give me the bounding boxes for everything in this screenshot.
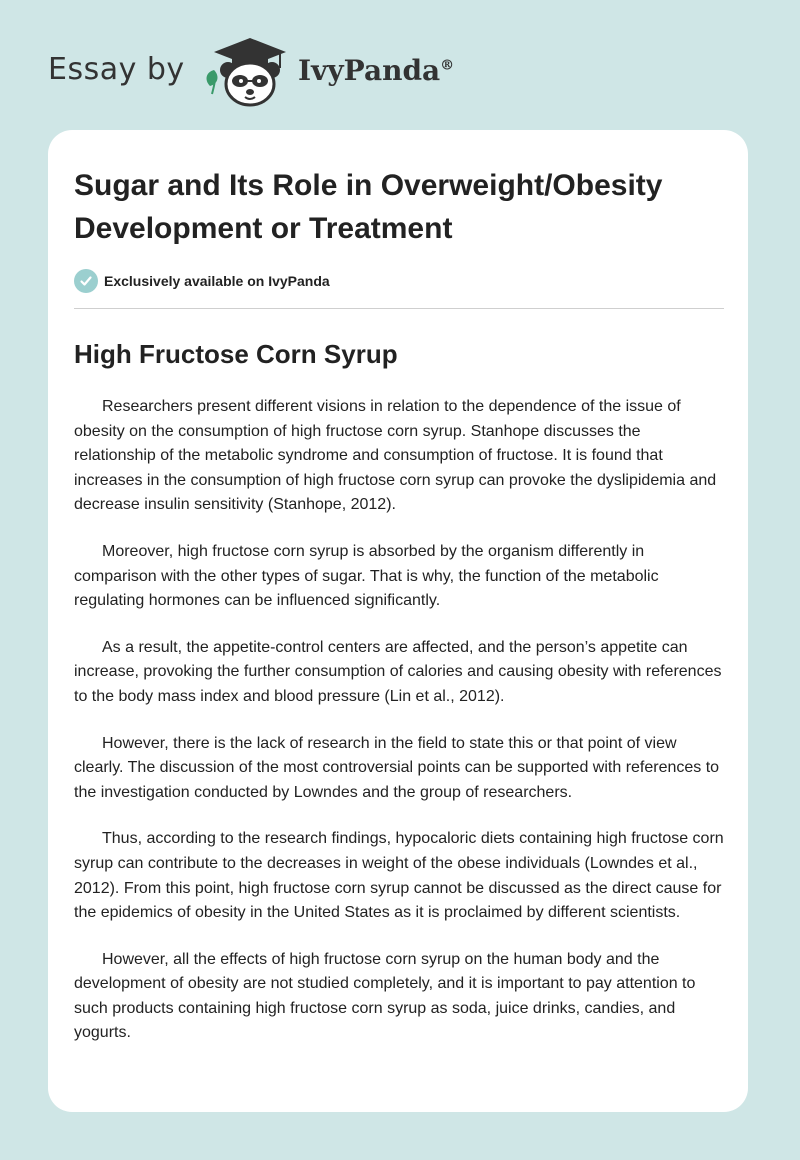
title-divider [74, 308, 724, 309]
essay-content [74, 164, 724, 1046]
paragraph: Moreover, high fructose corn syrup is absorbed by the organism differently in comparison with the other types of sugar. That is why, the function of the metabolic regulating hormones can be influenced significantly. [74, 542, 659, 610]
section-heading: High Fructose Corn Syrup [74, 339, 398, 369]
paragraph: Researchers present different visions in relation to the dependence of the issue of obesity on the consumption of high fructose corn syrup. Stanhope discusses the relationship of the metabolic syndrome and consumption of fructose. It is found that increases in the consumption of high fructose corn syrup can provoke the dyslipidemia and decrease insulin sensitivity (Stanhope, 2012). [74, 398, 717, 514]
exclusive-badge [74, 268, 724, 294]
essay-title: Sugar and Its Role in Overweight/Obesity Development or Treatment [74, 169, 663, 245]
exclusive-badge-text: Exclusively available on IvyPanda [104, 273, 330, 289]
ivypanda-logo-text[interactable]: IvyPanda® [298, 54, 455, 87]
panda-graduate-icon[interactable] [200, 36, 292, 108]
paragraph: Thus, according to the research findings, hypocaloric diets containing high fructose corn syrup can contribute to the decreases in weight of the obese individuals (Lowndes et al., 2012). From this point, high fructose corn syrup cannot be discussed as the direct cause for the epidemics of obesity in the United States as it is proclaimed by different scientists. [74, 830, 724, 922]
check-circle-icon [74, 269, 98, 293]
essay-by-label: Essay by [48, 52, 185, 87]
site-header [48, 36, 748, 106]
paragraph: However, all the effects of high fructose corn syrup on the human body and the development of obesity are not studied completely, and it is important to pay attention to such products containing high fructose corn syrup as soda, juice drinks, candies, and yogurts. [74, 950, 696, 1042]
essay-card [48, 130, 748, 1112]
paragraph: However, there is the lack of research in the field to state this or that point of view clearly. The discussion of the most controversial points can be supported with references to the investigation conducted by Lowndes and the group of researchers. [74, 734, 720, 801]
paragraph: As a result, the appetite-control centers are affected, and the person’s appetite can increase, provoking the further consumption of calories and causing obesity with references to the body mass index and blood pressure (Lin et al., 2012). [74, 638, 722, 705]
registered-mark: ® [440, 57, 455, 74]
